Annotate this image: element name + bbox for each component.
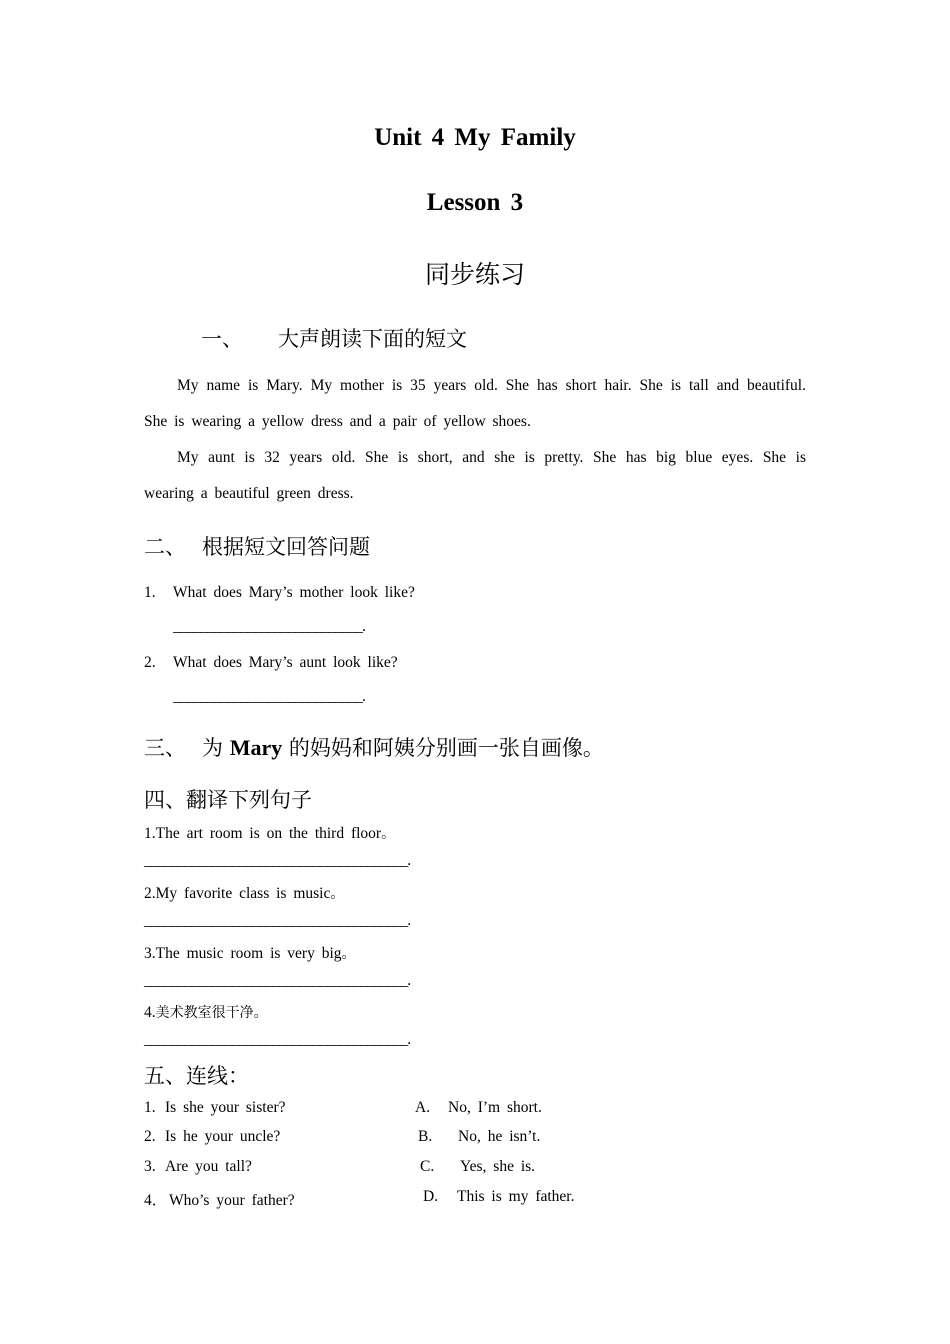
section1-number: 一、: [201, 327, 243, 351]
translate-item-4-text: 美术教室很干净: [155, 1005, 254, 1021]
unit-title: Unit 4 My Family: [374, 124, 576, 151]
match-right-b-text: No, he isn’t.: [458, 1128, 541, 1145]
match-right-c-text: Yes, she is.: [460, 1158, 536, 1175]
exercise-title: 同步练习: [424, 260, 525, 289]
reading-paragraph-2-text: My aunt is 32 years old. She is short, and she is pretty. She has big blue eyes. She is wearing a beautiful green dress.: [144, 449, 806, 502]
section2-title: 根据短文回答问题: [202, 535, 370, 559]
match-left-3: [144, 1158, 252, 1176]
section5-heading: 五、连线：: [144, 1064, 249, 1088]
translate-item-1-number: 1.: [144, 825, 156, 842]
match-right-b: [418, 1128, 540, 1146]
match-left-3-text: Are you tall?: [165, 1158, 252, 1175]
match-left-4: [144, 1188, 295, 1210]
translate-item-3: [144, 943, 356, 963]
question-1-number: 1.: [144, 584, 156, 601]
section3-title-post: 的妈妈和阿姨分别画一张自画像。: [282, 736, 604, 760]
section3-title-pre: 为: [202, 736, 230, 760]
question-2: [144, 654, 398, 672]
match-right-a-text: No, I’m short.: [448, 1099, 542, 1116]
section1-heading: [201, 323, 467, 353]
question-2-number: 2.: [144, 654, 156, 671]
match-left-4-number: 4．: [144, 1192, 168, 1209]
match-left-1-number: 1.: [144, 1099, 156, 1116]
match-right-d-text: This is my father.: [457, 1188, 575, 1205]
translate-item-3-text: The music room is very big: [155, 945, 342, 962]
match-right-a: [415, 1099, 542, 1117]
lesson-title: Lesson 3: [426, 189, 524, 216]
translate-item-1-end: 。: [381, 826, 396, 842]
translate-item-2-end: 。: [330, 886, 345, 902]
match-left-1-text: Is she your sister?: [165, 1099, 286, 1116]
match-right-b-letter: B.: [418, 1128, 433, 1145]
match-right-d: [423, 1188, 575, 1206]
reading-paragraph-1: [144, 368, 806, 440]
translate-item-1: [144, 823, 395, 843]
translate-blank-1[interactable]: _______________________________________.: [144, 852, 411, 869]
match-left-2: [144, 1128, 280, 1146]
question-2-text: What does Mary’s aunt look like?: [173, 654, 398, 671]
match-right-a-letter: A.: [415, 1099, 431, 1116]
translate-item-3-end: 。: [341, 946, 356, 962]
section1-title: 大声朗读下面的短文: [278, 327, 467, 351]
translate-blank-3[interactable]: _______________________________________.: [144, 972, 411, 989]
match-left-2-number: 2.: [144, 1128, 156, 1145]
question-1-text: What does Mary’s mother look like?: [173, 584, 415, 601]
match-left-1: [144, 1099, 286, 1117]
question-1: [144, 584, 415, 602]
match-left-3-number: 3.: [144, 1158, 156, 1175]
reading-paragraph-1-text: My name is Mary. My mother is 35 years old. She has short hair. She is tall and beautiful. She is wearing a yellow dress and a pair of yellow shoes.: [144, 377, 806, 430]
section2-heading: [144, 531, 370, 561]
section3-title-name: Mary: [229, 735, 283, 760]
match-right-c-letter: C.: [420, 1158, 435, 1175]
translate-item-2-text: My favorite class is music: [155, 885, 331, 902]
match-left-2-text: Is he your uncle?: [165, 1128, 281, 1145]
translate-item-4: [144, 1002, 268, 1022]
section3-number: 三、: [144, 736, 186, 760]
section4-heading: 四、翻译下列句子: [144, 788, 312, 812]
reading-paragraph-2: [144, 440, 806, 512]
section3-heading: [144, 732, 604, 762]
translate-blank-4[interactable]: _______________________________________.: [144, 1031, 411, 1048]
translate-item-4-number: 4.: [144, 1004, 156, 1021]
translate-item-2: [144, 883, 344, 903]
answer-blank-1[interactable]: ____________________________.: [173, 618, 365, 635]
translate-blank-2[interactable]: _______________________________________.: [144, 912, 411, 929]
translate-item-3-number: 3.: [144, 945, 156, 962]
section2-number: 二、: [144, 535, 186, 559]
translate-item-2-number: 2.: [144, 885, 156, 902]
translate-item-1-text: The art room is on the third floor: [155, 825, 382, 842]
match-right-d-letter: D.: [423, 1188, 439, 1205]
match-left-4-text: Who’s your father?: [169, 1192, 295, 1209]
answer-blank-2[interactable]: ____________________________.: [173, 688, 365, 705]
translate-item-4-end: 。: [253, 1005, 268, 1021]
match-right-c: [420, 1158, 535, 1176]
